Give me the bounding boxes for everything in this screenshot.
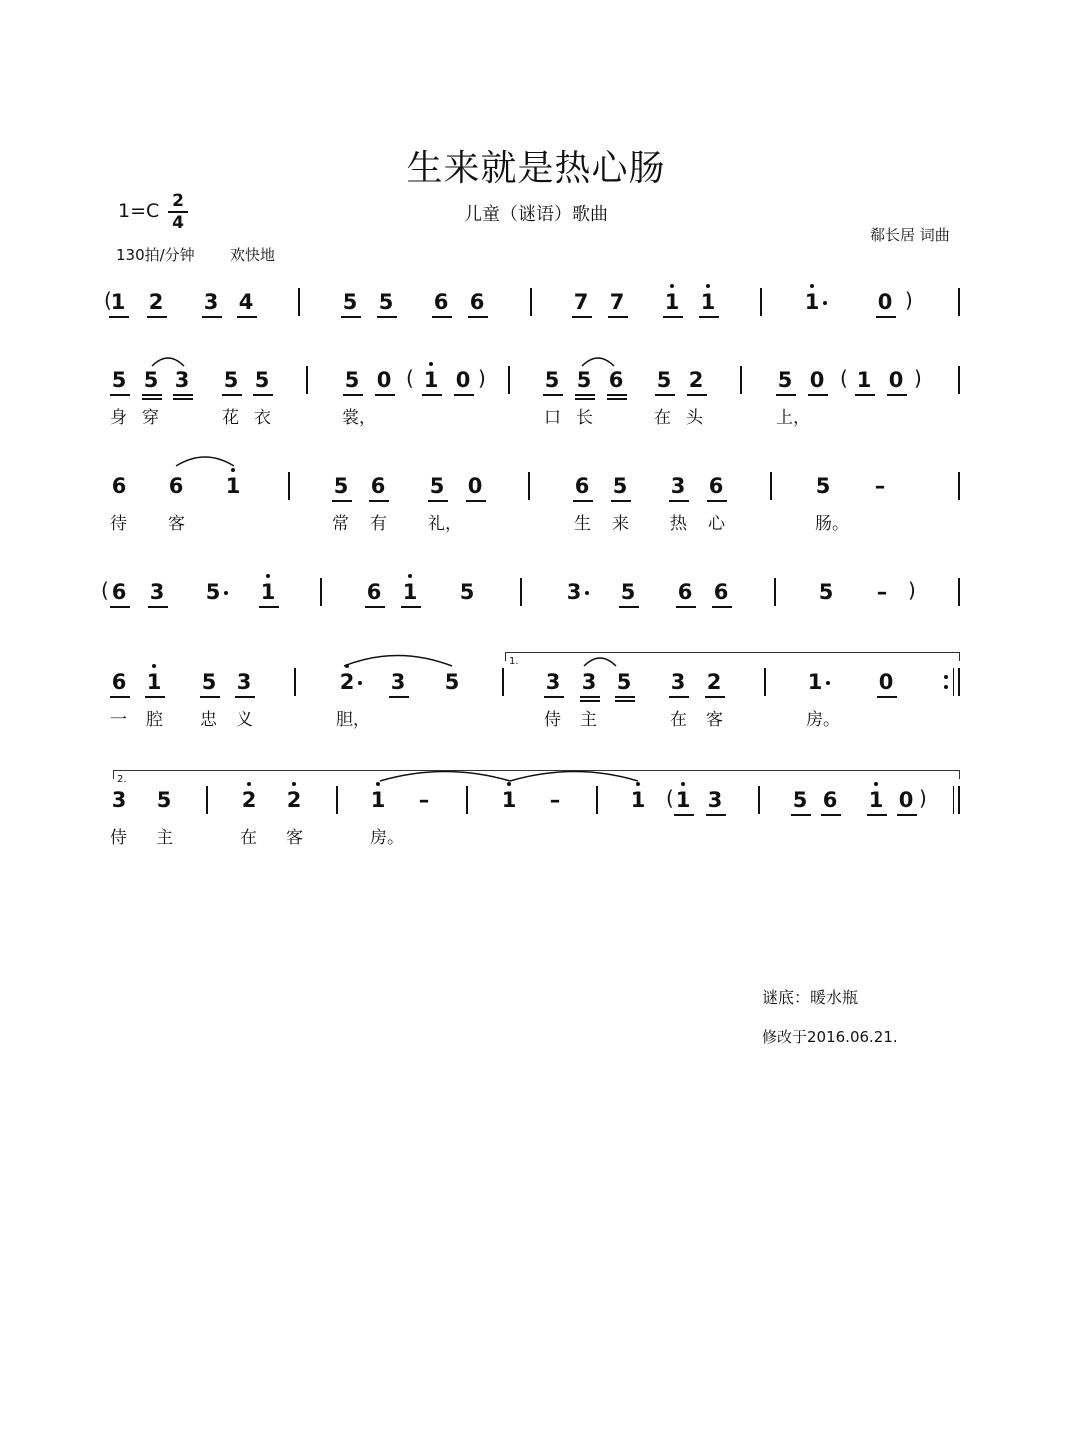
subtitle: 儿童（谜语）歌曲 [464, 204, 608, 225]
lyric: 穿 [142, 408, 159, 428]
note: 2 [688, 368, 704, 392]
note: 0 [467, 474, 483, 498]
note: 5 [612, 474, 628, 498]
time-signature-bottom: 4 [172, 213, 184, 233]
note: 6 [608, 368, 624, 392]
note: 1 [225, 474, 241, 498]
note: 6 [370, 474, 386, 498]
mood-marking: 欢快地 [230, 246, 276, 264]
note: 5 [223, 368, 239, 392]
revision-date: 修改于2016.06.21. [762, 1028, 898, 1046]
volta-label: 1. [509, 656, 519, 667]
note: 5 [111, 368, 127, 392]
note: 6 [111, 670, 127, 694]
parenthesis: ( [101, 578, 109, 602]
note: 6 [433, 290, 449, 314]
note: 3 [390, 670, 406, 694]
note: 1 [402, 580, 418, 604]
note: 3 [111, 788, 127, 812]
note: 1 [804, 290, 820, 314]
note: 5 [429, 474, 445, 498]
lyric: 头 [686, 408, 703, 428]
note: 5 [792, 788, 808, 812]
note: 0 [809, 368, 825, 392]
note: 1 [260, 580, 276, 604]
note: 5 [254, 368, 270, 392]
tempo: 130拍/分钟 [116, 246, 195, 264]
parenthesis: ( [406, 366, 414, 390]
parenthesis: ) [919, 786, 927, 810]
note: – [549, 788, 561, 812]
note: 5 [342, 290, 358, 314]
note: 5 [378, 290, 394, 314]
note: 5 [333, 474, 349, 498]
parenthesis: ( [840, 366, 848, 390]
note: 3 [707, 788, 723, 812]
note: 5 [815, 474, 831, 498]
note: 1 [501, 788, 517, 812]
note: 5 [818, 580, 834, 604]
note: 6 [469, 290, 485, 314]
lyric: 长 [576, 408, 593, 428]
note: 3 [581, 670, 597, 694]
note: 0 [376, 368, 392, 392]
page-title: 生来就是热心肠 [406, 148, 666, 189]
slur [584, 658, 616, 666]
note: 5 [156, 788, 172, 812]
note: 5 [620, 580, 636, 604]
lyric: 在 [670, 710, 687, 730]
note: 1 [856, 368, 872, 392]
lyric: 礼， [428, 514, 462, 534]
lyric: 上， [776, 408, 810, 428]
lyric: 胆， [336, 710, 370, 730]
note: 5 [201, 670, 217, 694]
lyric: 常 [332, 514, 349, 534]
note: 1 [807, 670, 823, 694]
lyric: 热 [670, 514, 687, 534]
lyric: 房。 [370, 828, 404, 848]
lyric: 在 [654, 408, 671, 428]
note: 3 [566, 580, 582, 604]
note: 1 [868, 788, 884, 812]
riddle-answer: 谜底：暖水瓶 [762, 988, 859, 1007]
volta-label: 2. [117, 774, 127, 785]
parenthesis: ( [104, 288, 112, 312]
lyric: 房。 [806, 710, 840, 730]
lyric: 生 [574, 514, 591, 534]
parenthesis: ( [666, 786, 674, 810]
note: 6 [168, 474, 184, 498]
note: 1 [370, 788, 386, 812]
note: 5 [656, 368, 672, 392]
slur [344, 656, 452, 667]
note: 5 [576, 368, 592, 392]
lyric: 裳， [342, 408, 376, 428]
lyric: 肠。 [815, 514, 849, 534]
note: 0 [898, 788, 914, 812]
note: 2 [286, 788, 302, 812]
note: 3 [670, 670, 686, 694]
lyric: 客 [286, 828, 303, 848]
note: 6 [713, 580, 729, 604]
note: 4 [238, 290, 254, 314]
note: 2 [241, 788, 257, 812]
note: – [418, 788, 430, 812]
note: 2 [339, 670, 355, 694]
note: 6 [708, 474, 724, 498]
parenthesis: ) [905, 288, 913, 312]
note: 2 [706, 670, 722, 694]
note: 3 [670, 474, 686, 498]
note: 1 [423, 368, 439, 392]
parenthesis: ) [478, 366, 486, 390]
lyric: 衣 [254, 408, 271, 428]
author-credit: 郗长居 词曲 [870, 226, 950, 244]
note: 5 [344, 368, 360, 392]
lyric: 侍 [110, 828, 127, 848]
slur [176, 457, 234, 466]
slur [510, 772, 638, 782]
note: 0 [878, 670, 894, 694]
note: 1 [630, 788, 646, 812]
note: 5 [459, 580, 475, 604]
note: 1 [110, 290, 126, 314]
note: 5 [143, 368, 159, 392]
lyric: 有 [370, 514, 387, 534]
lyric: 忠 [200, 710, 217, 730]
lyric: 心 [708, 514, 725, 534]
note: 5 [777, 368, 793, 392]
lyric: 客 [706, 710, 723, 730]
note: 5 [544, 368, 560, 392]
parenthesis: ) [908, 578, 916, 602]
note: 0 [455, 368, 471, 392]
note: 3 [545, 670, 561, 694]
time-signature-top: 2 [172, 191, 184, 211]
lyric: 客 [168, 514, 185, 534]
lyric: 身 [110, 408, 127, 428]
note: 6 [111, 474, 127, 498]
lyric: 来 [612, 514, 629, 534]
note: 0 [877, 290, 893, 314]
lyric: 口 [544, 408, 561, 428]
lyric: 义 [236, 710, 253, 730]
note: 1 [146, 670, 162, 694]
key-signature: 1=C [118, 200, 160, 222]
note: 5 [616, 670, 632, 694]
note: 1 [664, 290, 680, 314]
note: 3 [236, 670, 252, 694]
slur [380, 772, 510, 782]
note: 7 [609, 290, 625, 314]
note: 1 [700, 290, 716, 314]
lyric: 腔 [146, 710, 163, 730]
note: 6 [111, 580, 127, 604]
note: 6 [574, 474, 590, 498]
parenthesis: ) [914, 366, 922, 390]
note: 3 [174, 368, 190, 392]
lyric: 主 [156, 828, 173, 848]
note: 5 [444, 670, 460, 694]
note: 3 [203, 290, 219, 314]
note: 6 [822, 788, 838, 812]
note: – [876, 580, 888, 604]
note: 6 [366, 580, 382, 604]
lyric: 一 [110, 710, 127, 730]
note: – [874, 474, 886, 498]
slur [582, 358, 614, 366]
lyric: 侍 [544, 710, 561, 730]
note: 3 [149, 580, 165, 604]
note: 1 [675, 788, 691, 812]
note: 5 [205, 580, 221, 604]
note: 7 [573, 290, 589, 314]
note: 0 [888, 368, 904, 392]
slur [152, 358, 184, 366]
note: 2 [148, 290, 164, 314]
lyric: 主 [580, 710, 597, 730]
note: 6 [677, 580, 693, 604]
lyric: 待 [110, 514, 127, 534]
lyric: 花 [222, 408, 239, 428]
lyric: 在 [240, 828, 257, 848]
